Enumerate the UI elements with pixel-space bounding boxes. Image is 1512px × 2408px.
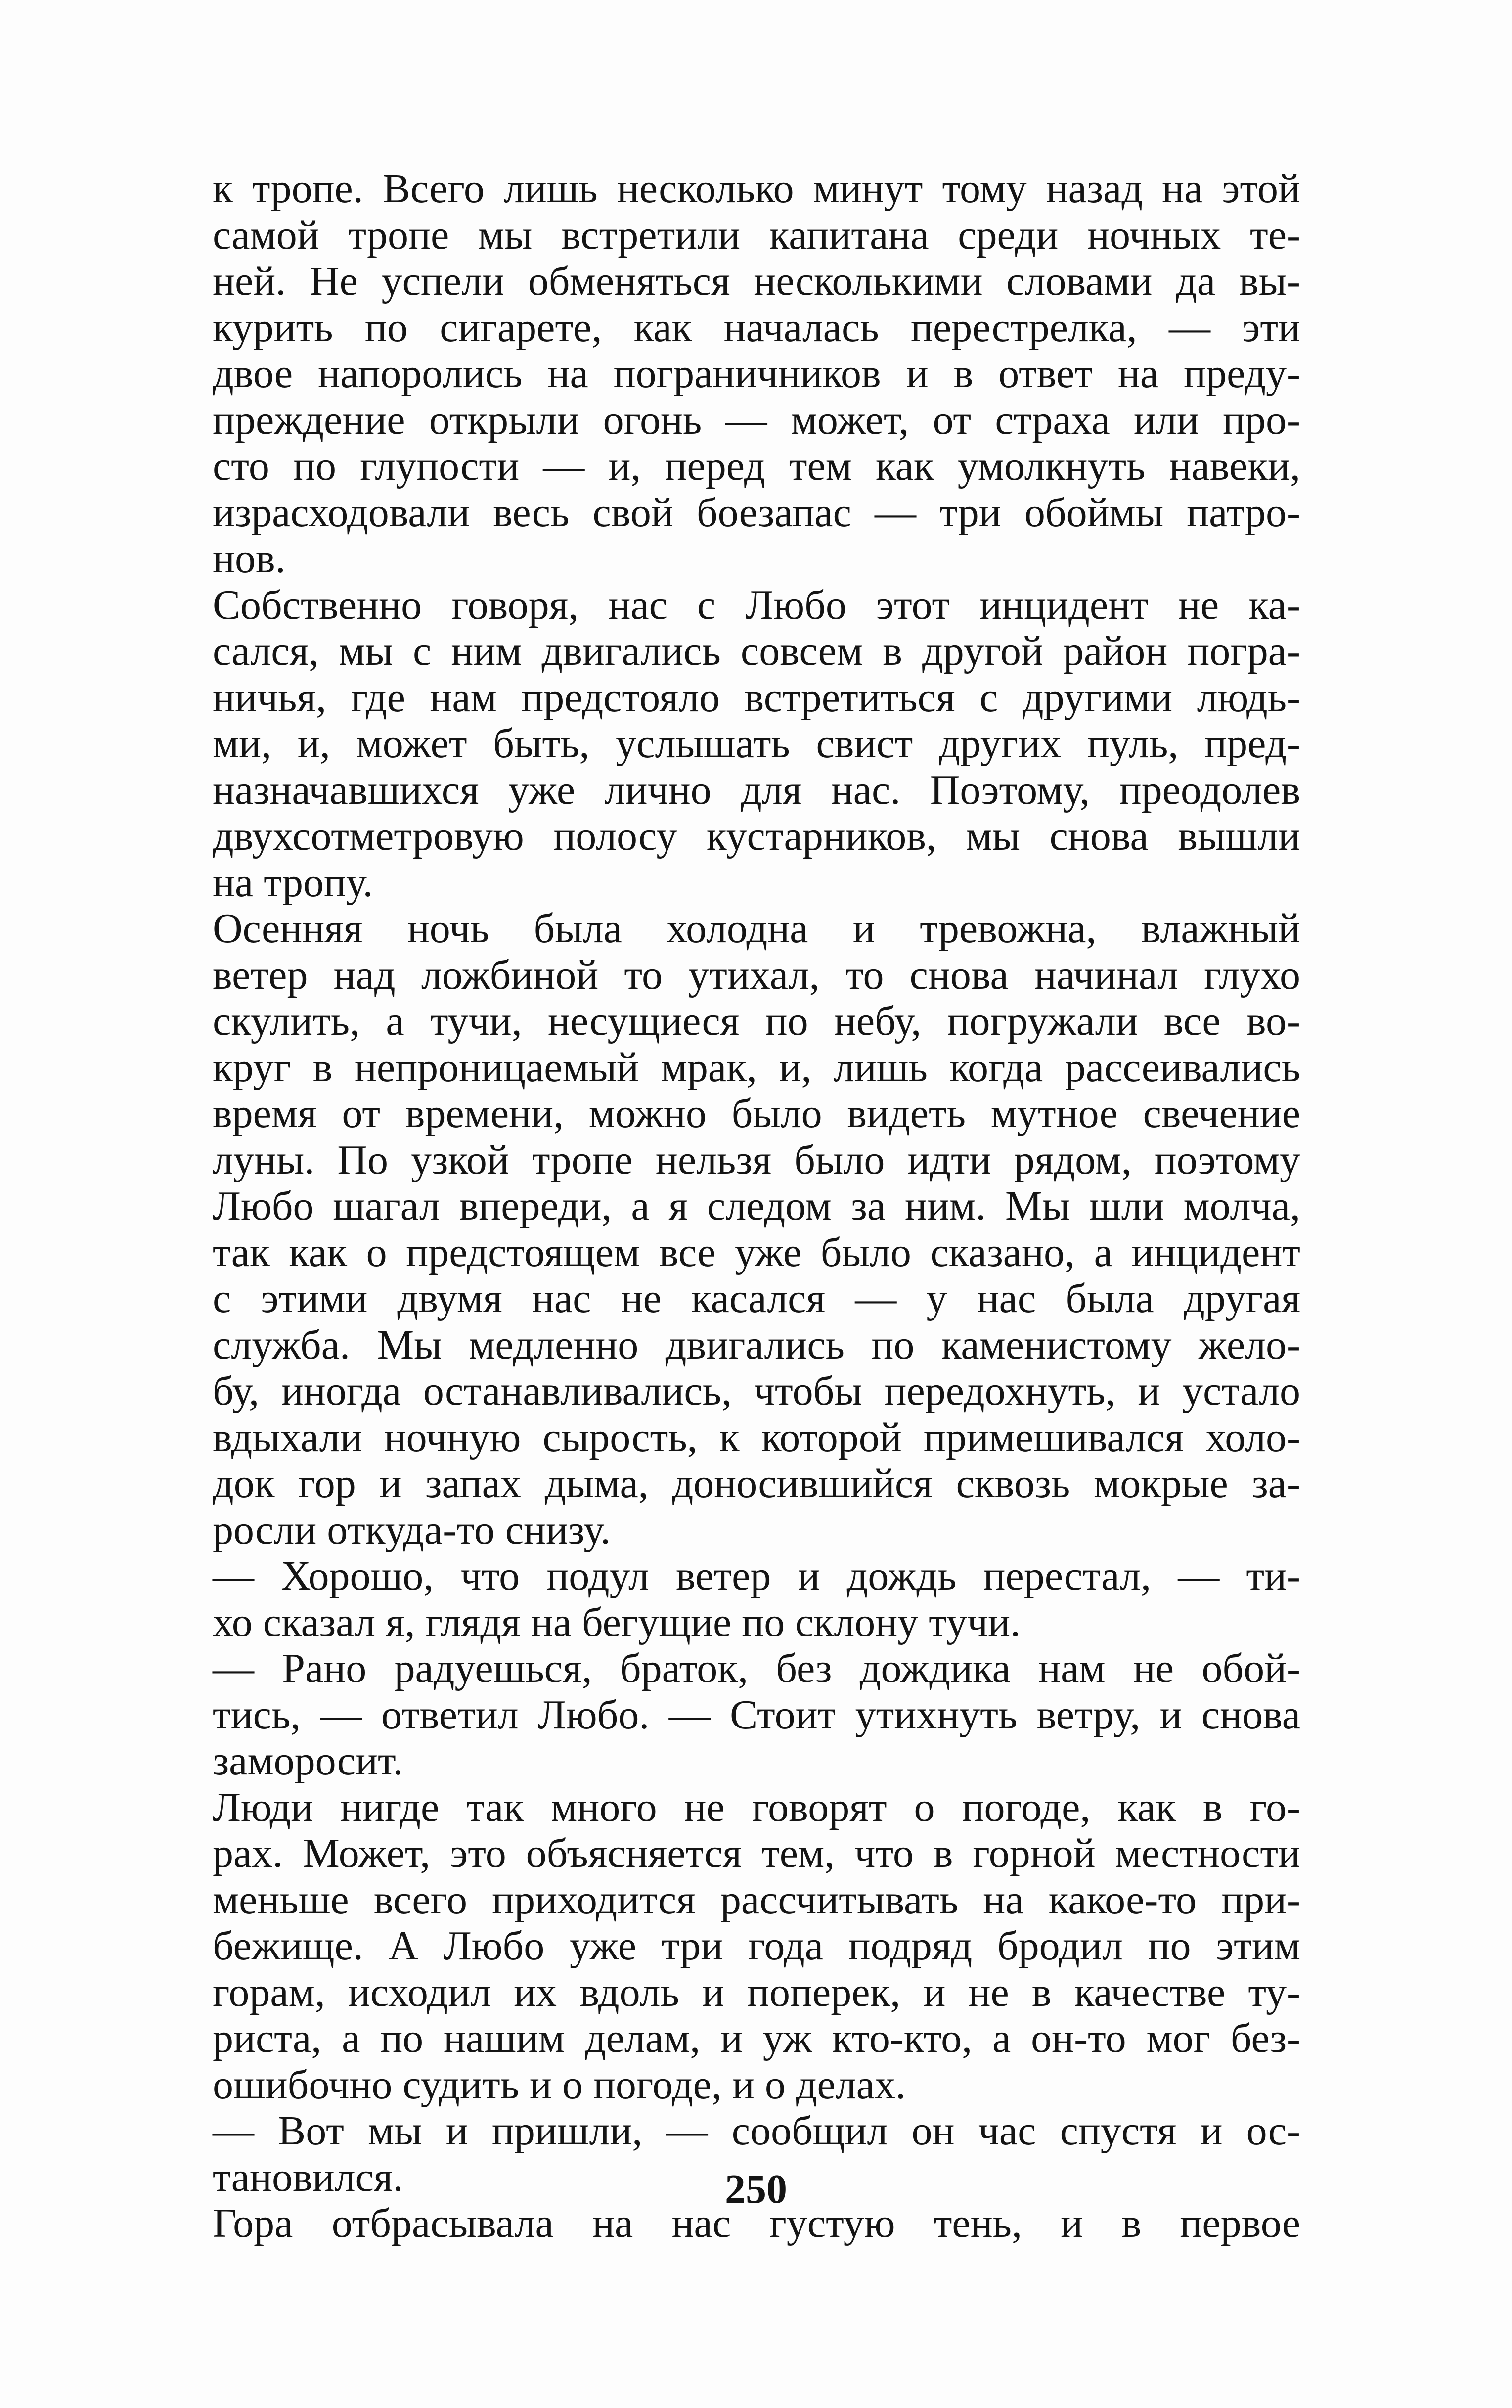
paragraph bbox=[213, 166, 1300, 582]
text-line: тановился. bbox=[213, 2154, 403, 2200]
text-line: самой тропе мы встретили капитана среди ночных те- bbox=[213, 212, 1300, 258]
text-line: Люди нигде так много не говорят о погоде, как в го- bbox=[213, 1784, 1300, 1830]
paragraph bbox=[213, 582, 1300, 906]
text-line: Осенняя ночь была холодна и тревожна, влажный bbox=[213, 906, 1300, 952]
text-line: скулить, а тучи, несущиеся по небу, погружали все во- bbox=[213, 998, 1300, 1044]
text-line: росли откуда-то снизу. bbox=[213, 1506, 611, 1553]
text-line: время от времени, можно было видеть мутное свечение bbox=[213, 1090, 1300, 1136]
text-line: рах. Может, это объясняется тем, что в горной местности bbox=[213, 1830, 1300, 1876]
text-line: ничья, где нам предстояло встретиться с другими людь- bbox=[213, 674, 1300, 721]
body-text bbox=[213, 166, 1300, 2247]
text-line: двое напоролись на пограничников и в ответ на преду- bbox=[213, 351, 1300, 397]
text-line: бежище. А Любо уже три года подряд бродил по этим bbox=[213, 1923, 1300, 1969]
text-line: Гора отбрасывала на нас густую тень, и в первое bbox=[213, 2200, 1300, 2246]
paragraph bbox=[213, 1784, 1300, 2108]
text-line: Собственно говоря, нас с Любо этот инцидент не ка- bbox=[213, 582, 1300, 628]
text-line: с этими двумя нас не касался — у нас была другая bbox=[213, 1275, 1300, 1321]
text-line: риста, а по нашим делам, и уж кто-кто, а он-то мог без- bbox=[213, 2015, 1300, 2061]
text-line: сто по глупости — и, перед тем как умолкнуть навеки, bbox=[213, 443, 1300, 489]
text-line: — Вот мы и пришли, — сообщил он час спустя и ос- bbox=[213, 2108, 1300, 2154]
text-line: ошибочно судить и о погоде, и о делах. bbox=[213, 2061, 906, 2108]
text-line: — Рано радуешься, браток, без дождика нам не обой- bbox=[213, 1645, 1300, 1691]
text-line: курить по сигарете, как началась перестрелка, — эти bbox=[213, 304, 1300, 351]
page-number: 250 bbox=[725, 2166, 787, 2212]
text-line: луны. По узкой тропе нельзя было идти рядом, поэтому bbox=[213, 1136, 1300, 1183]
text-line: сался, мы с ним двигались совсем в другой район погра- bbox=[213, 628, 1300, 674]
text-line: бу, иногда останавливались, чтобы передохнуть, и устало bbox=[213, 1368, 1300, 1414]
text-line: круг в непроницаемый мрак, и, лишь когда рассеивались bbox=[213, 1044, 1300, 1090]
text-line: так как о предстоящем все уже было сказано, а инцидент bbox=[213, 1229, 1300, 1275]
text-line: ми, и, может быть, услышать свист других пуль, пред- bbox=[213, 721, 1300, 767]
text-line: тись, — ответил Любо. — Стоит утихнуть ветру, и снова bbox=[213, 1691, 1300, 1738]
text-line: хо сказал я, глядя на бегущие по склону тучи. bbox=[213, 1599, 1021, 1645]
text-line: к тропе. Всего лишь несколько минут тому назад на этой bbox=[213, 166, 1300, 212]
text-line: ней. Не успели обменяться несколькими словами да вы- bbox=[213, 258, 1300, 304]
text-line: Любо шагал впереди, а я следом за ним. Мы шли молча, bbox=[213, 1183, 1300, 1229]
text-line: ветер над ложбиной то утихал, то снова начинал глухо bbox=[213, 952, 1300, 998]
text-line: назначавшихся уже лично для нас. Поэтому, преодолев bbox=[213, 767, 1300, 813]
paragraph bbox=[213, 1553, 1300, 1645]
paragraph bbox=[213, 906, 1300, 1553]
text-line: служба. Мы медленно двигались по каменистому жело- bbox=[213, 1321, 1300, 1368]
text-line: нов. bbox=[213, 536, 286, 582]
text-line: на тропу. bbox=[213, 859, 373, 906]
text-line: израсходовали весь свой боезапас — три обоймы патро- bbox=[213, 489, 1300, 536]
paragraph bbox=[213, 1645, 1300, 1784]
text-line: док гор и запах дыма, доносившийся сквозь мокрые за- bbox=[213, 1460, 1300, 1506]
text-line: двухсотметровую полосу кустарников, мы снова вышли bbox=[213, 813, 1300, 859]
text-line: меньше всего приходится рассчитывать на какое-то при- bbox=[213, 1876, 1300, 1923]
text-line: вдыхали ночную сырость, к которой примешивался холо- bbox=[213, 1414, 1300, 1460]
text-line: заморосит. bbox=[213, 1738, 403, 1784]
text-line: горам, исходил их вдоль и поперек, и не в качестве ту- bbox=[213, 1969, 1300, 2015]
text-line: — Хорошо, что подул ветер и дождь перестал, — ти- bbox=[213, 1553, 1300, 1599]
text-line: преждение открыли огонь — может, от страха или про- bbox=[213, 397, 1300, 443]
